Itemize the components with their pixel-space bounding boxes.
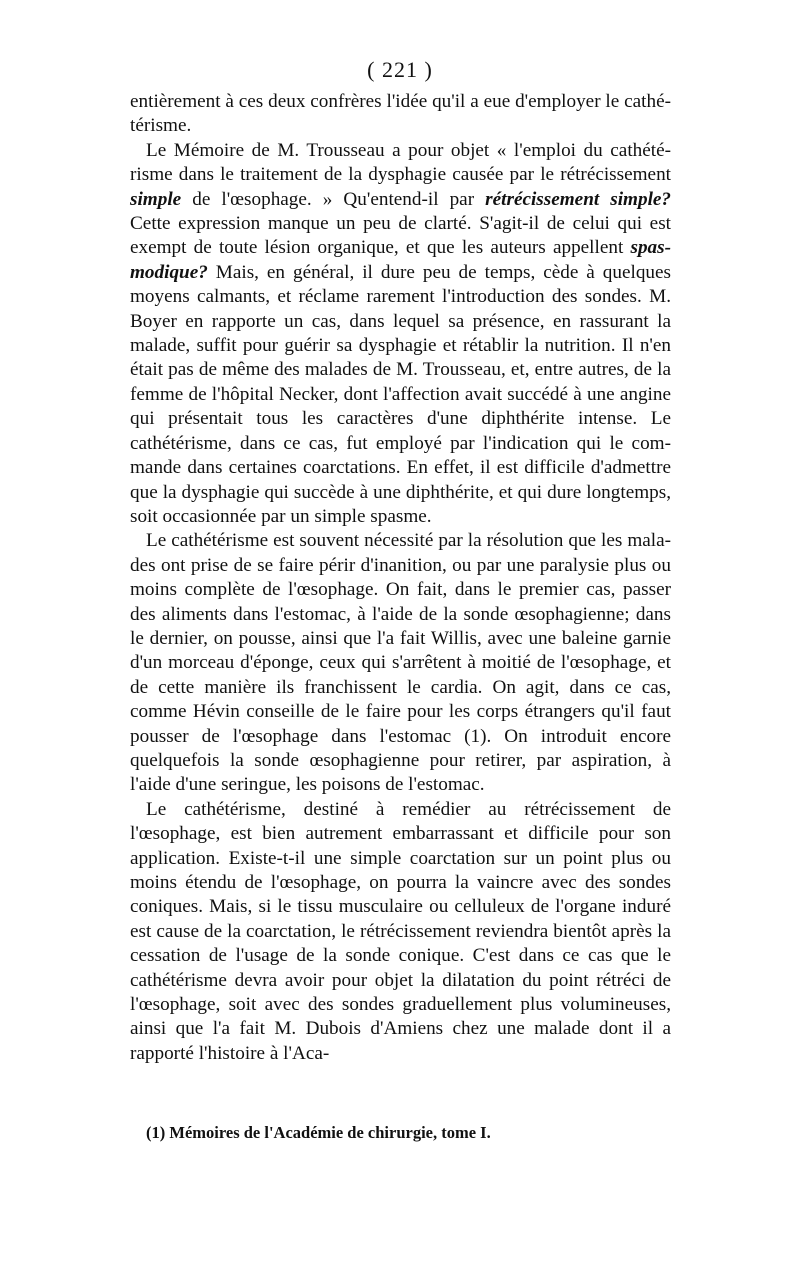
text-run: de l'œsophage. » Qu'entend-il par bbox=[181, 188, 486, 210]
body-text bbox=[130, 90, 671, 1066]
paragraph bbox=[130, 90, 671, 139]
text-run: Le Mémoire de M. Trousseau a pour objet « l'emploi du cathétérisme dans le traitement de la dysphagie causée par le rétrécissement bbox=[130, 139, 671, 186]
emphasized-text: rétrécissement simple? bbox=[485, 188, 672, 210]
text-run: Cette expression manque un peu de clarté. S'agit-il de celui qui est exempt de toute lésion organique, et que les auteurs appellent bbox=[130, 213, 671, 259]
paragraph bbox=[130, 139, 671, 530]
text-run: Mais, en général, il dure peu de temps, cède à quelques moyens calmants, et réclame rarement l'introduction des sondes. M. Boyer en rapporte un cas, dans lequel sa présence, en rassurant la malade, suffit pour guérir sa dysphagie et rétablir la nutrition. Il n'en était pas de même des malades de M. Trousseau, et, entre autres, de la femme de l'hôpital Necker, dont l'affection avait succédé à une angine qui présentait tous les caractères d'une diphthérite intense. Le cathétérisme, dans ce cas, fut employé par l'indication qui le commande dans certaines coarctations. En effet, il est difficile d'admettre que la dysphagie qui succède à une diphthérite, et qui dure longtemps, soit occasionnée par un simple spasme. bbox=[130, 261, 671, 527]
text-run: entièrement à ces deux confrères l'idée qu'il a eue d'employer le cathétérisme. bbox=[130, 91, 671, 137]
footnote: (1) Mémoires de l'Académie de chirurgie, tome I. bbox=[146, 1123, 491, 1142]
text-run: Le cathétérisme, destiné à remédier au rétrécissement de l'œsophage, est bien autrement embarrassant et difficile pour son application. Existe-t-il une simple coarctation sur un point plus ou moins étendu de l'œsophage, on pourra la vaincre avec des sondes coniques. Mais, si le tissu musculaire ou celluleux de l'organe induré est cause de la coarctation, le rétrécissement reviendra bientôt après la cessation de l'usage de la sonde conique. C'est dans ce cas que le cathétérisme devra avoir pour objet la dilatation du point rétréci de l'œsophage, soit avec des sondes graduellement plus volumineuses, ainsi que l'a fait M. Dubois d'Amiens chez une malade dont il a rapporté l'histoire à l'Aca- bbox=[130, 798, 671, 1064]
paragraph bbox=[130, 529, 671, 797]
emphasized-text: simple bbox=[130, 188, 182, 210]
text-run: Le cathétérisme est souvent nécessité par la résolution que les malades ont prise de se faire périr d'inanition, ou par une paralysie plus ou moins complète de l'œsophage. On fait, dans le premier cas, passer des aliments dans l'estomac, à l'aide de la sonde œsophagienne; dans le dernier, on pousse, ainsi que l'a fait Willis, avec une baleine garnie d'un morceau d'éponge, ceux qui s'arrêtent à moitié de l'œsophage, et de cette manière ils franchissent le cardia. On agit, dans ce cas, comme Hévin conseille de le faire pour les corps étrangers qu'il faut pousser de l'œsophage dans l'estomac (1). On introduit encore quelquefois la sonde œsophagienne pour retirer, par aspiration, à l'aide d'une seringue, les poisons de l'estomac. bbox=[130, 530, 671, 796]
paragraph bbox=[130, 798, 671, 1066]
emphasized-text: spasmodique? bbox=[130, 237, 671, 283]
page-number: ( 221 ) bbox=[367, 57, 433, 82]
